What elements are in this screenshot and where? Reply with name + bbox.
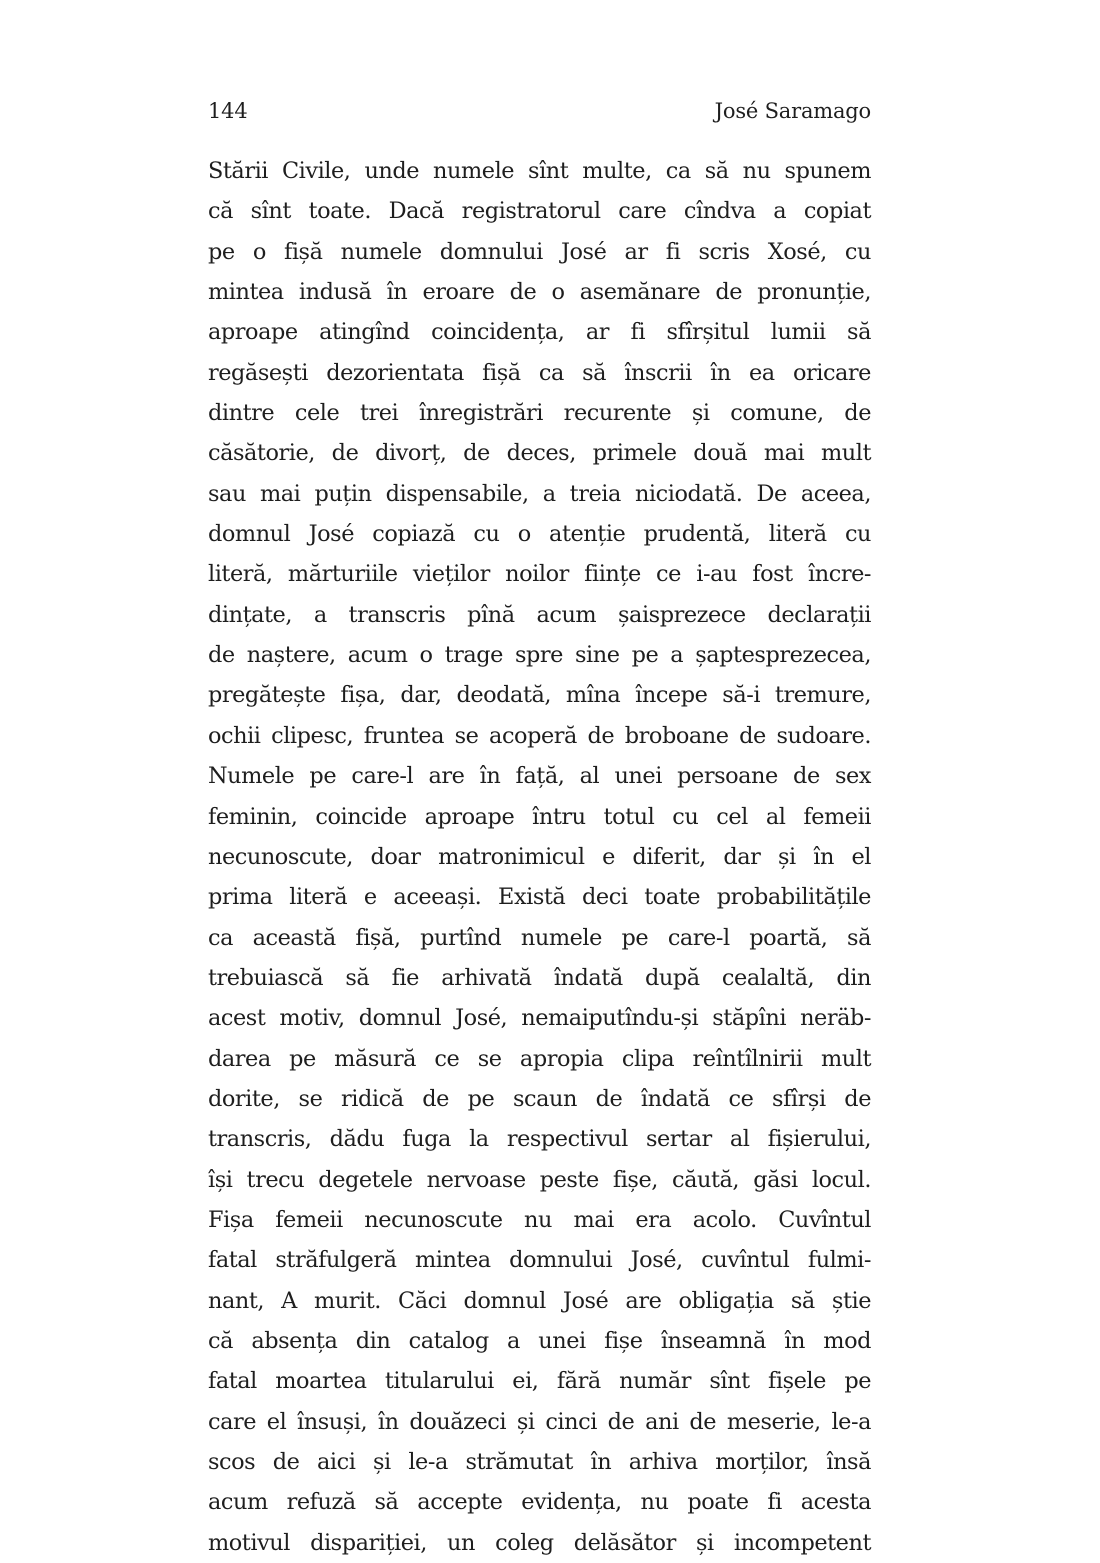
text-line: dințate, a transcris pînă acum șaisprezece declarații xyxy=(208,601,871,628)
text-line: care el însuși, în douăzeci și cinci de ani de meserie, le-a xyxy=(208,1408,871,1435)
text-line: feminin, coincide aproape întru totul cu cel al femeii xyxy=(208,803,871,830)
text-line: domnul José copiază cu o atenție prudentă, literă cu xyxy=(208,521,871,548)
text-line: acum refuză să accepte evidența, nu poate fi acesta xyxy=(208,1489,871,1516)
text-line: că sînt toate. Dacă registratorul care cîndva a copiat xyxy=(208,198,871,225)
page-number: 144 xyxy=(208,99,248,123)
text-line: fatal moartea titularului ei, fără număr sînt fișele pe xyxy=(208,1368,871,1395)
body-text xyxy=(208,151,871,1563)
text-line: că absența din catalog a unei fișe înseamnă în mod xyxy=(208,1327,871,1354)
book-page xyxy=(208,96,871,1563)
text-line: ca această fișă, purtînd numele pe care-l poartă, să xyxy=(208,924,871,951)
running-head-author: José Saramago xyxy=(714,99,871,123)
text-line: Numele pe care-l are în față, al unei persoane de sex xyxy=(208,763,871,790)
text-line: darea pe măsură ce se apropia clipa reîntîlnirii mult xyxy=(208,1045,871,1072)
text-line: de naștere, acum o trage spre sine pe a șaptesprezecea, xyxy=(208,642,871,669)
text-line: căsătorie, de divorț, de deces, primele două mai mult xyxy=(208,440,871,467)
text-line: transcris, dădu fuga la respectivul sertar al fișierului, xyxy=(208,1126,871,1153)
text-line: prima literă e aceeași. Există deci toate probabilitățile xyxy=(208,884,871,911)
text-line: aproape atingînd coincidența, ar fi sfîrșitul lumii să xyxy=(208,319,871,346)
text-line: Fișa femeii necunoscute nu mai era acolo. Cuvîntul xyxy=(208,1206,871,1233)
text-line: scos de aici și le-a strămutat în arhiva morților, însă xyxy=(208,1449,871,1475)
text-line: își trecu degetele nervoase peste fișe, căută, găsi locul. xyxy=(208,1166,871,1193)
text-line: sau mai puțin dispensabile, a treia niciodată. De aceea, xyxy=(208,480,871,507)
text-line: literă, mărturiile vieților noilor ființe ce i-au fost încre- xyxy=(208,561,871,588)
text-line: dorite, se ridică de pe scaun de îndată ce sfîrși de xyxy=(208,1085,871,1112)
text-line: trebuiască să fie arhivată îndată după cealaltă, din xyxy=(208,964,871,991)
text-line: regăsești dezorientata fișă ca să înscrii în ea oricare xyxy=(208,359,871,386)
text-line: nant, A murit. Căci domnul José are obligația să știe xyxy=(208,1287,871,1314)
text-line: fatal străfulgeră mintea domnului José, cuvîntul fulmi- xyxy=(208,1247,871,1274)
running-head xyxy=(208,96,871,126)
text-line: acest motiv, domnul José, nemaiputîndu-și stăpîni neräb- xyxy=(208,1005,871,1032)
text-line: motivul dispariției, un coleg delăsător și incompetent xyxy=(208,1529,871,1556)
text-line: necunoscute, doar matronimicul e diferit, dar și în el xyxy=(208,843,871,870)
text-line: dintre cele trei înregistrări recurente și comune, de xyxy=(208,400,871,427)
text-line: pe o fișă numele domnului José ar fi scris Xosé, cu xyxy=(208,238,871,265)
text-line: mintea indusă în eroare de o asemănare de pronunție, xyxy=(208,279,871,306)
text-line: Stării Civile, unde numele sînt multe, ca să nu spunem xyxy=(208,158,871,184)
text-line: ochii clipesc, fruntea se acoperă de broboane de sudoare. xyxy=(208,722,871,749)
text-line: pregătește fișa, dar, deodată, mîna începe să-i tremure, xyxy=(208,682,871,709)
